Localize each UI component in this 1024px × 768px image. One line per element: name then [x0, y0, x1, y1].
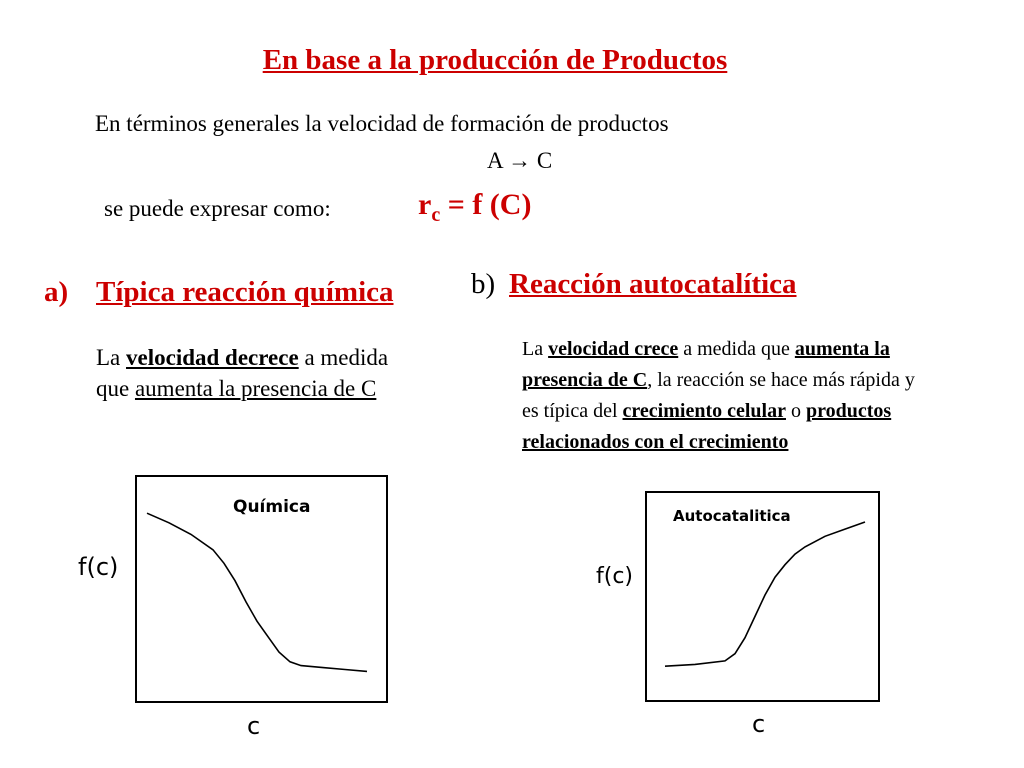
- desc-text: , la reacción se hace más rápida y: [647, 369, 915, 391]
- desc-emphasis: productos: [805, 400, 892, 422]
- desc-emphasis: velocidad decrece: [126, 345, 299, 370]
- reactant: A: [487, 148, 503, 173]
- desc-text: a medida: [298, 345, 389, 370]
- desc-text: que: [96, 376, 135, 401]
- chart-b: [645, 491, 880, 702]
- desc-text: La: [522, 338, 549, 360]
- product: C: [536, 148, 553, 173]
- section-a-title: Típica reacción química: [96, 276, 394, 308]
- desc-emphasis: velocidad crece: [548, 338, 679, 360]
- desc-b-line-4: [522, 427, 915, 458]
- section-b-title: Reacción autocatalítica: [509, 268, 797, 300]
- desc-emphasis: aumenta la: [794, 338, 890, 360]
- desc-b-line-1: [522, 334, 915, 365]
- desc-text: a medida que: [678, 338, 795, 360]
- page-title: En base a la producción de Productos: [262, 44, 728, 76]
- desc-b-line-2: [522, 365, 915, 396]
- desc-a-line-1: [96, 342, 388, 373]
- chart-b-ylabel: f(c): [596, 564, 634, 589]
- desc-text: es típica del: [522, 400, 623, 422]
- chart-a-title: Química: [233, 497, 311, 517]
- desc-text: o: [785, 400, 806, 422]
- chart-b-xlabel: c: [752, 710, 766, 738]
- formula-r: r: [418, 188, 432, 221]
- expression-label: se puede expresar como:: [104, 196, 331, 221]
- desc-text: La: [96, 345, 127, 370]
- desc-a-line-2: [96, 373, 388, 404]
- section-b-marker: b): [471, 268, 496, 300]
- desc-emphasis: aumenta la presencia de C: [134, 376, 377, 401]
- desc-b-line-3: [522, 396, 915, 427]
- reaction-equation: [487, 148, 552, 174]
- formula-rest: = f (C): [440, 188, 532, 221]
- formula-subscript: c: [431, 204, 441, 226]
- desc-emphasis: crecimiento celular: [622, 400, 786, 422]
- section-a-description: [96, 342, 388, 404]
- chart-a-xlabel: c: [247, 712, 261, 740]
- section-a-marker: a): [44, 276, 69, 308]
- desc-emphasis: relacionados con el crecimiento: [522, 431, 789, 453]
- intro-text: En términos generales la velocidad de formación de productos: [95, 111, 669, 136]
- chart-b-title: Autocatalitica: [673, 507, 791, 525]
- desc-emphasis: presencia de C: [522, 369, 648, 391]
- chart-a-ylabel: f(c): [78, 553, 119, 581]
- chart-a: [135, 475, 388, 703]
- arrow-icon: →: [508, 148, 532, 173]
- rate-formula: [418, 188, 531, 227]
- section-b-description: [522, 334, 915, 458]
